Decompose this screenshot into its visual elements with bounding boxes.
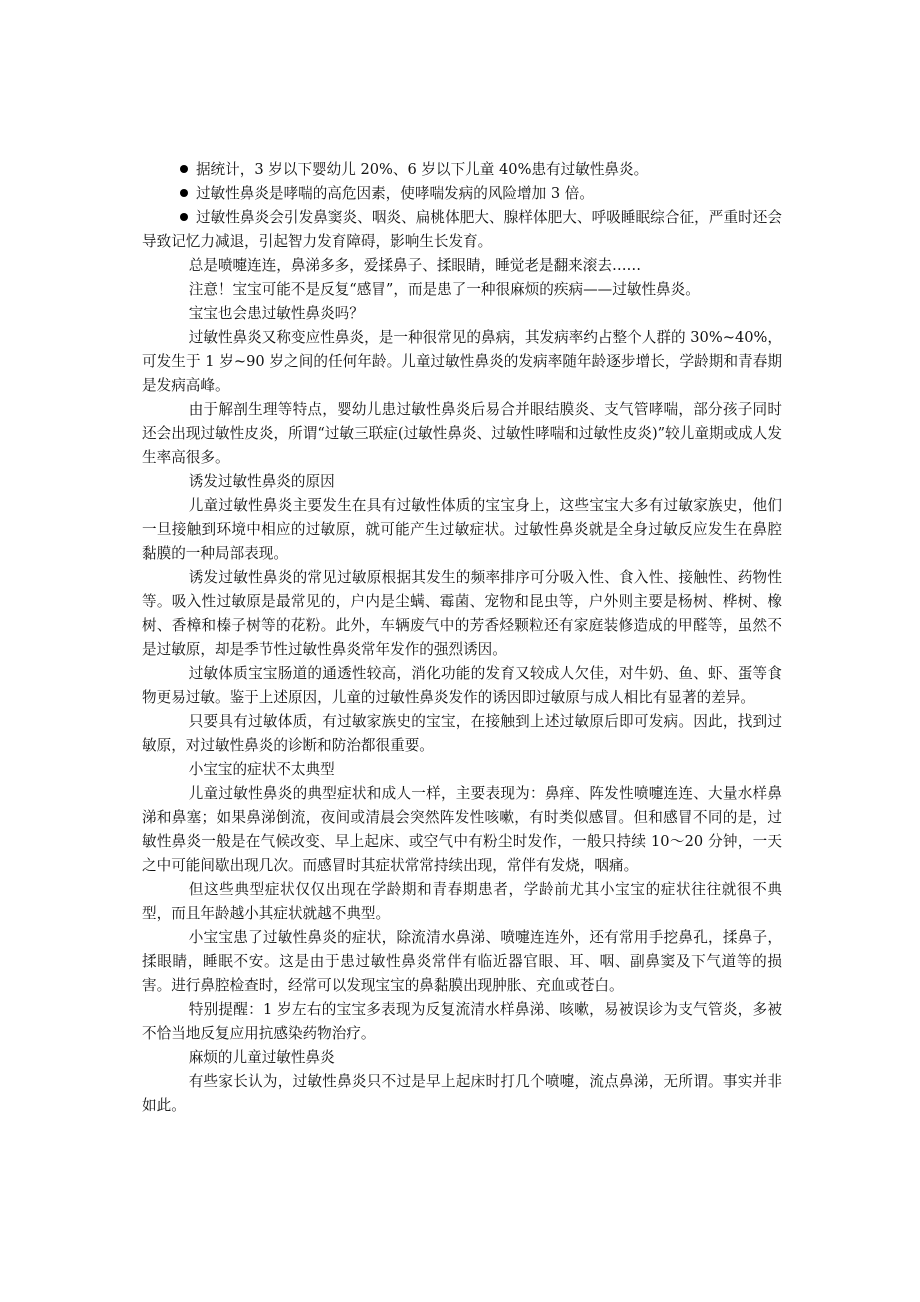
paragraph: 但这些典型症状仅仅出现在学龄期和青春期患者，学龄前尤其小宝宝的症状往往就很不典型，而且年龄越小其症状就越不典型。 (142, 881, 782, 922)
paragraph: 过敏性鼻炎又称变应性鼻炎，是一种很常见的鼻病，其发病率约占整个人群的 30%~40%，可发生于 1 岁~90 岁之间的任何年龄。儿童过敏性鼻炎的发病率随年龄逐步增长，学龄期和青春期是发病高峰。 (142, 329, 782, 394)
paragraph: 由于解剖生理等特点，婴幼儿患过敏性鼻炎后易合并眼结膜炎、支气管哮喘，部分孩子同时还会出现过敏性皮炎，所谓“过敏三联症(过敏性鼻炎、过敏性哮喘和过敏性皮炎)”较儿童期或成人发生率高很多。 (142, 401, 782, 466)
paragraph: 小宝宝患了过敏性鼻炎的症状，除流清水鼻涕、喷嚏连连外，还有常用手挖鼻孔，揉鼻子，揉眼睛，睡眠不安。这是由于患过敏性鼻炎常伴有临近器官眼、耳、咽、副鼻窦及下气道等的损害。进行鼻腔检查时，经常可以发现宝宝的鼻黏膜出现肿胀、充血或苍白。 (142, 929, 782, 994)
paragraph: 有些家长认为，过敏性鼻炎只不过是早上起床时打几个喷嚏，流点鼻涕，无所谓。事实并非如此。 (142, 1073, 782, 1114)
paragraph: 儿童过敏性鼻炎的典型症状和成人一样，主要表现为：鼻痒、阵发性喷嚏连连、大量水样鼻涕和鼻塞；如果鼻涕倒流，夜间或清晨会突然阵发性咳嗽，有时类似感冒。但和感冒不同的是，过敏性鼻炎一般是在气候改变、早上起床、或空气中有粉尘时发作，一般只持续 10～20 分钟，一天之中可能间歇出现几次。而感冒时其症状常常持续出现，常伴有发烧，咽痛。 (142, 785, 782, 874)
bullet-dot-icon (180, 213, 188, 221)
intro-paragraph: 总是喷嚏连连，鼻涕多多，爱揉鼻子、揉眼睛，睡觉老是翻来滚去…… (188, 257, 642, 274)
intro-paragraph: 注意！宝宝可能不是反复“感冒”，而是患了一种很麻烦的疾病——过敏性鼻炎。 (188, 281, 700, 298)
bullet-dot-icon (180, 189, 188, 197)
bullet-item: 过敏性鼻炎是哮喘的高危因素，使哮喘发病的风险增加 3 倍。 (142, 182, 782, 206)
paragraph: 过敏体质宝宝肠道的通透性较高，消化功能的发育又较成人欠佳，对牛奶、鱼、虾、蛋等食物更易过敏。鉴于上述原因，儿童的过敏性鼻炎发作的诱因即过敏原与成人相比有显著的差异。 (142, 665, 782, 706)
section-heading: 宝宝也会患过敏性鼻炎吗？ (188, 305, 364, 322)
paragraph: 特别提醒：1 岁左右的宝宝多表现为反复流清水样鼻涕、咳嗽，易被误诊为支气管炎，多被不恰当地反复应用抗感染药物治疗。 (142, 1001, 782, 1042)
document-body (142, 158, 782, 1118)
paragraph: 只要具有过敏体质，有过敏家族史的宝宝，在接触到上述过敏原后即可发病。因此，找到过敏原，对过敏性鼻炎的诊断和防治都很重要。 (142, 713, 782, 754)
paragraph: 诱发过敏性鼻炎的常见过敏原根据其发生的频率排序可分吸入性、食入性、接触性、药物性等。吸入性过敏原是最常见的，户内是尘螨、霉菌、宠物和昆虫等，户外则主要是杨树、桦树、橡树、香樟和榛子树等的花粉。此外，车辆废气中的芳香烃颗粒还有家庭装修造成的甲醛等，虽然不是过敏原，却是季节性过敏性鼻炎常年发作的强烈诱因。 (142, 569, 782, 658)
section-heading: 小宝宝的症状不太典型 (188, 761, 335, 778)
section-heading: 麻烦的儿童过敏性鼻炎 (188, 1049, 335, 1066)
paragraph: 儿童过敏性鼻炎主要发生在具有过敏性体质的宝宝身上，这些宝宝大多有过敏家族史，他们一旦接触到环境中相应的过敏原，就可能产生过敏症状。过敏性鼻炎就是全身过敏反应发生在鼻腔黏膜的一种局部表现。 (142, 497, 782, 562)
bullet-dot-icon (180, 165, 188, 173)
bullet-item: 据统计，3 岁以下婴幼儿 20%、6 岁以下儿童 40%患有过敏性鼻炎。 (142, 158, 782, 182)
bullet-item: 过敏性鼻炎会引发鼻窦炎、咽炎、扁桃体肥大、腺样体肥大、呼吸睡眠综合征，严重时还会导致记忆力减退，引起智力发育障碍，影响生长发育。 (142, 209, 782, 250)
section-heading: 诱发过敏性鼻炎的原因 (188, 473, 335, 490)
